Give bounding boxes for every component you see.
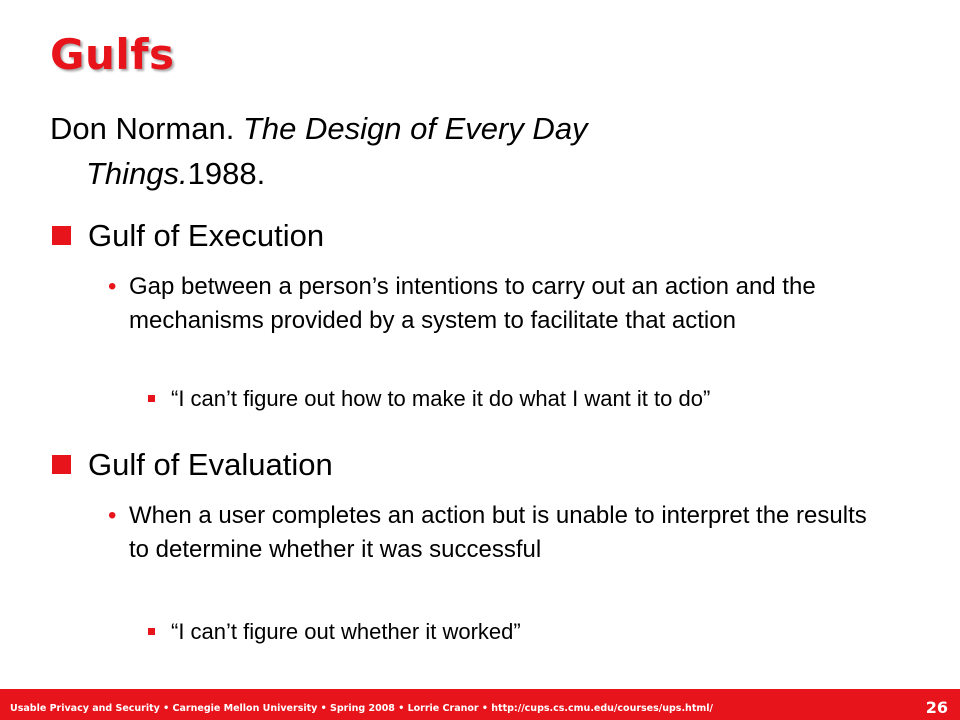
section-description-execution (108, 270, 868, 338)
square-bullet-icon (52, 455, 71, 474)
citation-book-title-part1: The Design of Every Day (242, 111, 588, 146)
citation-author: Don Norman. (50, 111, 243, 146)
citation-year: 1988. (187, 156, 266, 191)
footer-text: Usable Privacy and Security • Carnegie Mellon University • Spring 2008 • Lorrie Cranor • http://cups.cs.cmu.edu/courses/ups.html/ (10, 703, 713, 714)
citation-book-title-part2: Things. (86, 156, 188, 191)
section-description-evaluation (108, 499, 868, 567)
small-square-bullet-icon (148, 628, 155, 635)
small-square-bullet-icon (148, 395, 155, 402)
section-quote-text: “I can’t figure out how to make it do what I want it to do” (171, 386, 711, 411)
section-description-text: When a user completes an action but is unable to interpret the results to determine whether it was successful (129, 502, 867, 563)
citation (50, 106, 850, 196)
section-description-text: Gap between a person’s intentions to carry out an action and the mechanisms provided by a system to facilitate that action (129, 273, 816, 334)
slide-title: Gulfs (50, 30, 175, 79)
square-bullet-icon (52, 226, 71, 245)
section-quote-evaluation (148, 617, 868, 647)
section-quote-text: “I can’t figure out whether it worked” (171, 619, 521, 644)
section-heading-text: Gulf of Evaluation (88, 447, 333, 482)
page-number: 26 (925, 698, 948, 717)
section-heading-text: Gulf of Execution (88, 218, 325, 253)
footer-bar (0, 689, 960, 720)
round-bullet-icon: • (108, 502, 117, 529)
round-bullet-icon: • (108, 273, 117, 300)
section-quote-execution (148, 384, 868, 414)
